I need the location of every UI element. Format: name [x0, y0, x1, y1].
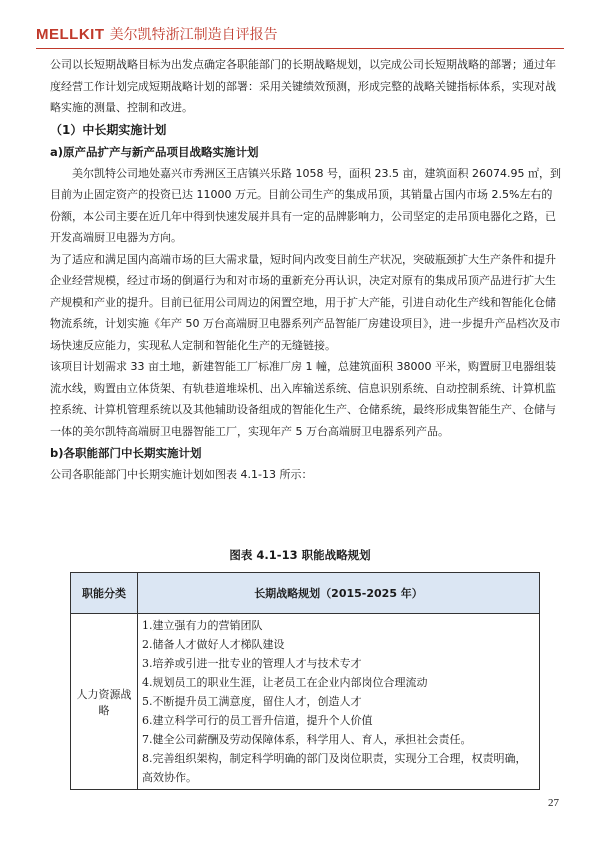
subsection-heading-b: b)各职能部门中长期实施计划: [50, 446, 202, 460]
plan-item: 4.规划员工的职业生涯，让老员工在企业内部岗位合理流动: [142, 676, 428, 689]
plan-item: 3.培养或引进一批专业的管理人才与技术专才: [142, 657, 362, 670]
plan-item: 7.健全公司薪酬及劳动保障体系，科学用人、育人，承担社会责任。: [142, 733, 472, 746]
column-header-category: 职能分类: [71, 573, 138, 614]
paragraph-intro: 公司以长短期战略目标为出发点确定各职能部门的长期战略规划，以完成公司长短期战略的部署；通过年度经营工作计划完成短期战略计划的部署：采用关键绩效预测，形成完整的战略关键指标体系，实现对战略实施的测量、控制和改进。: [50, 58, 556, 114]
report-title: 美尔凯特浙江制造自评报告: [109, 27, 278, 43]
plan-item: 5.不断提升员工满意度，留住人才，创造人才: [142, 695, 362, 708]
category-cell: 人力资源战略: [71, 614, 138, 790]
subsection-heading-a: a)原产品扩产与新产品项目战略实施计划: [50, 144, 259, 159]
column-header-plan: 长期战略规划（2015-2025 年）: [138, 573, 540, 614]
plan-item: 1.建立强有力的营销团队: [142, 619, 263, 632]
page-header: [36, 24, 564, 50]
plan-item: 2.储备人才做好人才梯队建设: [142, 638, 285, 651]
brand-logo-text: MELLKIT: [36, 26, 105, 43]
table-header-row: [71, 573, 540, 614]
section-heading: （1）中长期实施计划: [50, 122, 167, 137]
header-divider: [36, 48, 564, 49]
paragraph-company-overview: 美尔凯特公司地处嘉兴市秀洲区王店镇兴乐路 1058 号，面积 23.5 亩，建筑面积 26074.95 ㎡，到目前为止固定资产的投资已达 11000 万元。目前公司生产的集成吊顶，其销量占国内市场 2.5%左右的份额，本公司主要在近几年中得到快速发展并具有一定的品牌影响力，公司坚定的走吊顶电器化之路，已开发高端厨卫电器为方向。: [50, 166, 561, 244]
plan-item: 8.完善组织架构，制定科学明确的部门及岗位职责，实现分工合理，权责明确，高效协作。: [142, 752, 527, 784]
figure-caption: 图表 4.1-13 职能战略规划: [229, 548, 371, 562]
strategy-table: [70, 572, 540, 790]
paragraph-figure-ref: 公司各职能部门中长期实施计划如图表 4.1-13 所示：: [50, 468, 313, 481]
paragraph-expansion: 为了适应和满足国内高端市场的巨大需求量，短时间内改变目前生产状况，突破瓶颈扩大生产条件和提升企业经营规模，经过市场的倒逼行为和对市场的重新充分再认识，决定对原有的集成吊顶产品进行扩大生产规模和产业的提升。目前已征用公司周边的闲置空地，用于扩大产能，引进自动化生产线和智能化仓储物流系统，计划实施《年产 50 万台高端厨卫电器系列产品智能厂房建设项目》，进一步提升产品档次及市场快速反应能力，实现私人定制和智能化生产的无缝链接。: [50, 252, 561, 352]
table-row: [71, 614, 540, 790]
page-number: 27: [548, 797, 559, 809]
document-body: [50, 54, 562, 486]
plan-items-cell: [138, 614, 540, 790]
paragraph-project: 该项目计划需求 33 亩土地，新建智能工厂标准厂房 1 幢，总建筑面积 38000 平米，购置厨卫电器组装流水线，购置由立体货架、有轨巷道堆垛机、出入库输送系统、信息识别系统、自动控制系统、计算机监控系统、计算机管理系统以及其他辅助设备组成的智能化生产、仓储系统，最终形成集智能生产、仓储与一体的美尔凯特高端厨卫电器智能工厂，实现年产 5 万台高端厨卫电器系列产品。: [50, 360, 556, 438]
plan-item: 6.建立科学可行的员工晋升信道，提升个人价值: [142, 714, 373, 727]
